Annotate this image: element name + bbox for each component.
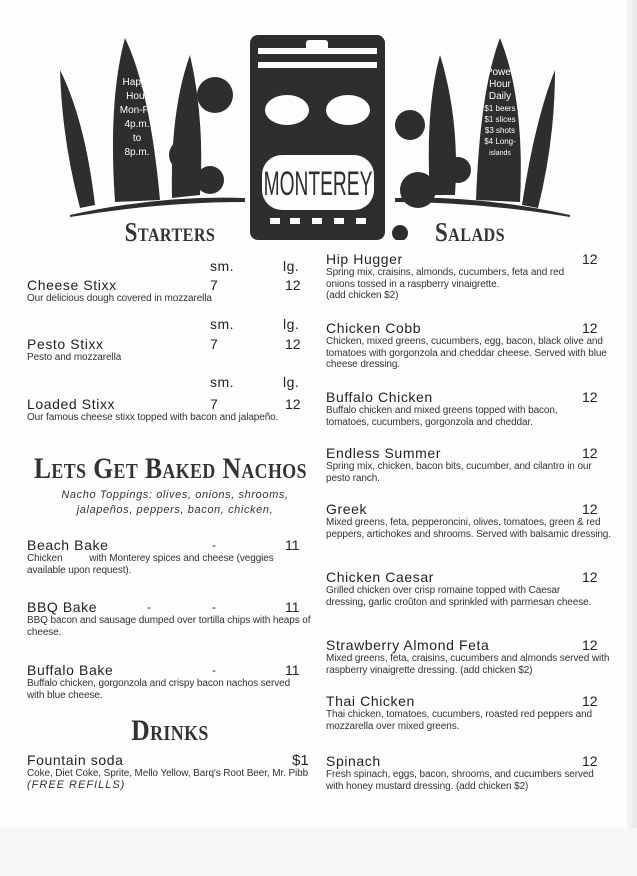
svg-text:$1 slices: $1 slices	[484, 115, 516, 124]
brand-name: MONTEREY	[263, 164, 373, 203]
menu-item-chicken-caesar: Chicken Caesar 12 Grilled chicken over crisp romaine topped with Caesar dressing, garlic croûton and sprinkled with parmesan cheese.	[326, 569, 598, 608]
svg-text:$3 shots: $3 shots	[484, 126, 516, 135]
starters-heading: Starters	[124, 217, 216, 247]
svg-text:Power: Power	[485, 67, 515, 78]
menu-item-bbq-bake: BBQ Bake - - 11 BBQ bacon and sausage dumped over tortilla chips with heaps of cheese.	[27, 599, 311, 638]
hibiscus-icon	[169, 139, 201, 171]
svg-text:Daily: Daily	[488, 91, 512, 102]
svg-text:$1 beers: $1 beers	[484, 104, 516, 113]
svg-text:Happy: Happy	[122, 77, 152, 88]
hibiscus-icon	[445, 157, 471, 183]
surfboard-icon	[60, 70, 95, 208]
svg-text:to: to	[132, 133, 142, 144]
menu-item-spinach: Spinach 12 Fresh spinach, eggs, bacon, shrooms, and cucumbers served with honey mustard dressing. (add chicken $2)	[326, 753, 598, 792]
menu-item-strawberry-almond-feta: Strawberry Almond Feta 12 Mixed greens, feta, craisins, cucumbers and almonds served with raspberry vinaigrette dressing. (add chicken $2)	[326, 637, 610, 676]
size-large-label: lg.	[283, 374, 300, 390]
svg-text:$4 Long-: $4 Long-	[484, 137, 516, 146]
size-small-label: sm.	[210, 316, 235, 332]
menu-item-chicken-cobb: Chicken Cobb 12 Chicken, mixed greens, cucumbers, egg, bacon, black olive and tomatoes with gorgonzola and cheddar cheese. Served with blue cheese dressing.	[326, 320, 607, 370]
menu-item-hip-hugger: Hip Hugger 12 Spring mix, craisins, almonds, cucumbers, feta and red onions tossed in a raspberry vinaigrette. (add chicken $2)	[326, 251, 598, 301]
size-large-label: lg.	[283, 316, 300, 332]
nachos-heading: Lets Get Baked Nachos	[34, 452, 307, 485]
menu-item-loaded-stixx: Loaded Stixx 7 12 Our famous cheese stixx topped with bacon and jalapeño.	[27, 396, 301, 423]
svg-text:4p.m.: 4p.m.	[124, 119, 150, 130]
menu-item-endless-summer: Endless Summer 12 Spring mix, chicken, bacon bits, cucumber, and cilantro in our pesto ranch.	[326, 445, 598, 484]
size-small-label: sm.	[210, 374, 235, 390]
svg-text:islands: islands	[489, 150, 511, 157]
leaf-icon	[395, 110, 425, 140]
svg-text:8p.m.: 8p.m.	[124, 147, 150, 158]
menu-item-pesto-stixx: Pesto Stixx 7 12 Pesto and mozzarella	[27, 336, 301, 363]
menu-item-buffalo-bake: Buffalo Bake - 11 Buffalo chicken, gorgonzola and crispy bacon nachos served with blue cheese.	[27, 662, 300, 701]
size-small-label: sm.	[210, 258, 235, 274]
monterey-tiki-logo	[0, 30, 637, 240]
salads-heading: Salads	[434, 217, 506, 247]
nacho-toppings: Nacho Toppings: olives, onions, shrooms, jalapeños, peppers, bacon, chicken,	[61, 489, 289, 516]
hibiscus-icon	[197, 77, 233, 113]
menu-item-greek: Greek 12 Mixed greens, feta, pepperoncini, olives, tomatoes, green & red peppers, artichokes and shrooms. Served with balsamic dressing.	[326, 501, 611, 540]
surfboard-icon	[522, 70, 555, 208]
menu-item-fountain-soda: Fountain soda $1 Coke, Diet Coke, Sprite, Mello Yellow, Barq's Root Beer, Mr. Pibb (FREE REFILLS)	[27, 752, 309, 791]
hibiscus-icon	[196, 166, 224, 194]
svg-text:Hour: Hour	[126, 91, 148, 102]
menu-item-thai-chicken: Thai Chicken 12 Thai chicken, tomatoes, cucumbers, roasted red peppers and mozzarella over mixed greens.	[326, 693, 598, 732]
menu-item-buffalo-chicken: Buffalo Chicken 12 Buffalo chicken and mixed greens topped with bacon, tomatoes, cucumbers, gorgonzola and cheddar.	[326, 389, 598, 428]
svg-text:Hour: Hour	[489, 79, 511, 90]
scan-bottom-margin	[0, 828, 637, 876]
menu-item-cheese-stixx: Cheese Stixx 7 12 Our delicious dough covered in mozzarella	[27, 277, 301, 304]
wave-icon	[392, 225, 408, 240]
size-large-label: lg.	[283, 258, 300, 274]
menu-item-beach-bake: Beach Bake - 11 Chicken with Monterey spices and cheese (veggies available upon request).	[27, 537, 300, 576]
svg-text:Mon-Fri: Mon-Fri	[119, 105, 155, 116]
drinks-heading: Drinks	[131, 714, 209, 747]
